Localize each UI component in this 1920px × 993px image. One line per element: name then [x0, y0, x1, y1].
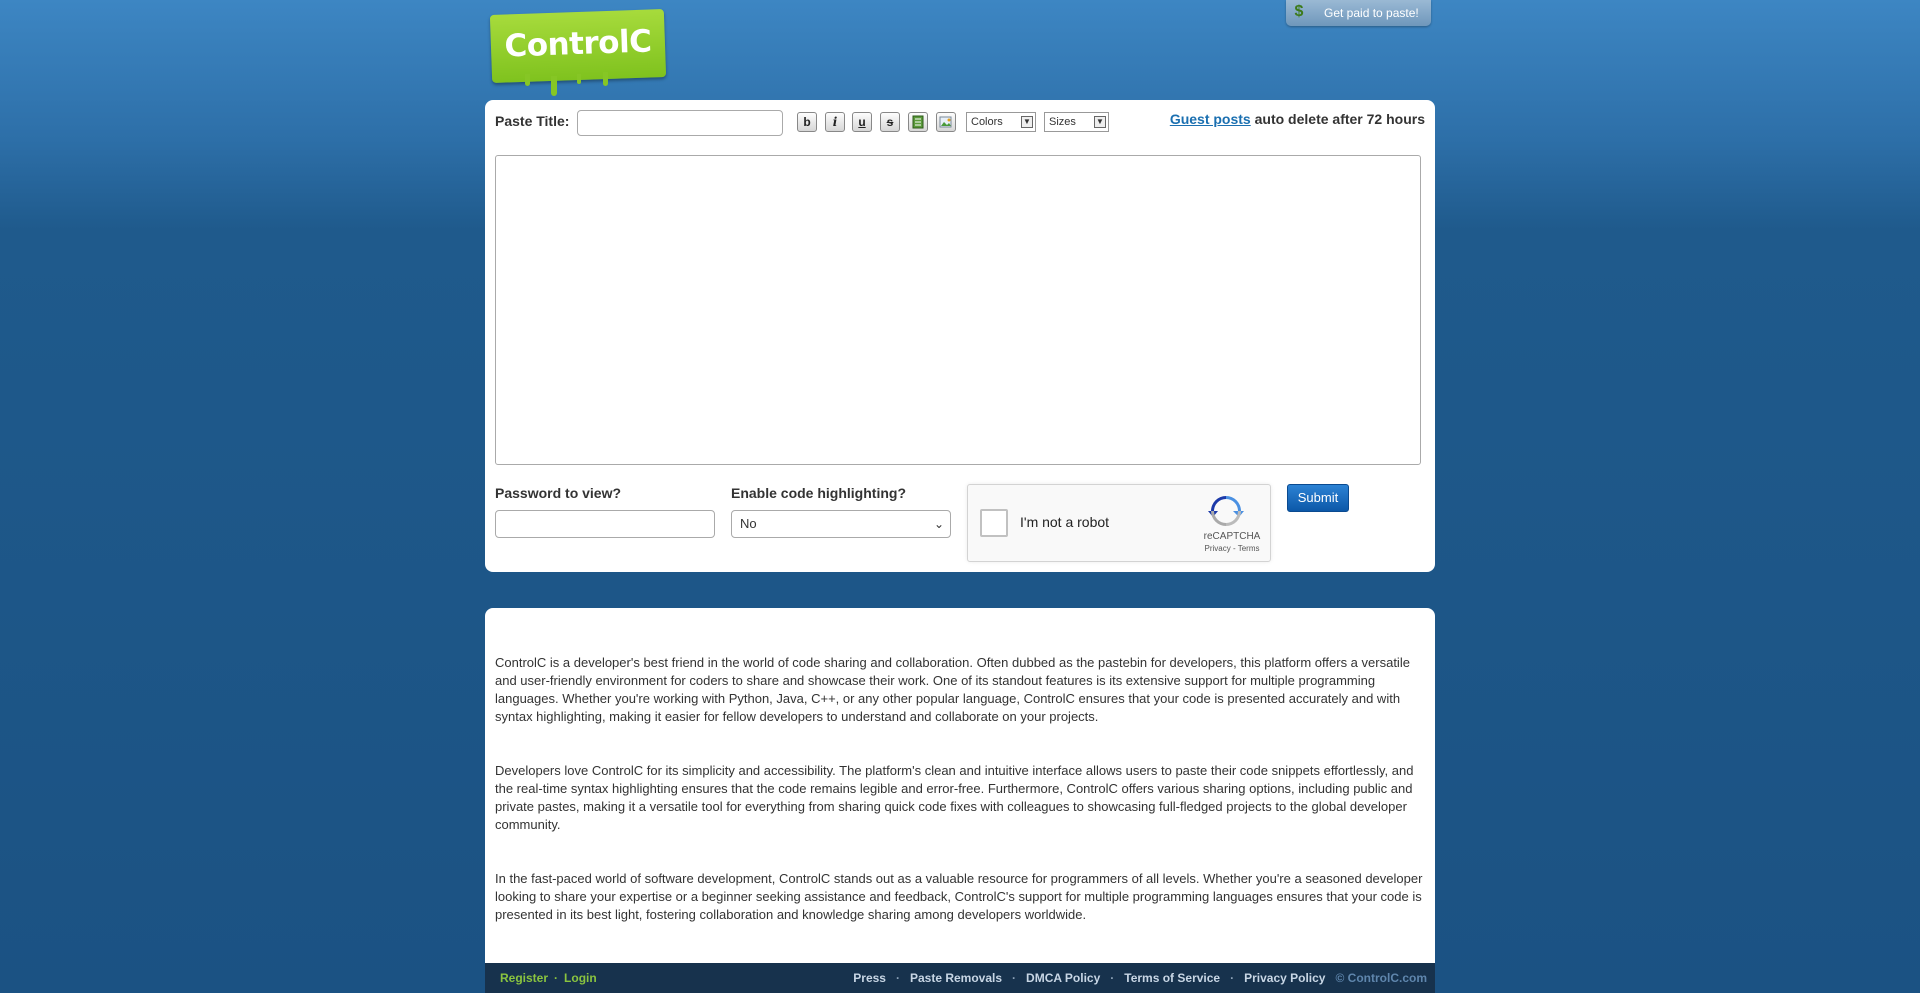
- chevron-down-icon: ⌄: [933, 517, 944, 531]
- sizes-dropdown-label: Sizes: [1049, 116, 1076, 128]
- highlight-selected-value: No: [740, 516, 757, 531]
- colors-dropdown[interactable]: [966, 112, 1036, 132]
- controlc-logo[interactable]: ControlC: [490, 9, 666, 83]
- get-paid-label: Get paid to paste!: [1324, 6, 1419, 20]
- dropdown-arrow-icon: ▼: [1021, 116, 1033, 128]
- footer-account-links: [500, 963, 597, 993]
- bold-button[interactable]: b: [797, 112, 817, 132]
- code-block-button[interactable]: [908, 112, 928, 132]
- dollar-icon: $: [1294, 3, 1304, 20]
- copyright-text: © ControlC.com: [1335, 971, 1427, 985]
- captcha-checkbox[interactable]: [980, 509, 1008, 537]
- logo-drip: [603, 72, 608, 86]
- underline-button[interactable]: u: [852, 112, 872, 132]
- dropdown-arrow-icon: ▼: [1094, 116, 1106, 128]
- logo-drip: [525, 74, 530, 86]
- colors-dropdown-label: Colors: [971, 116, 1003, 128]
- password-label: Password to view?: [495, 485, 622, 501]
- sizes-dropdown[interactable]: [1044, 112, 1109, 132]
- captcha-label: I'm not a robot: [1020, 514, 1110, 530]
- footer-separator: ·: [554, 971, 559, 985]
- footer-separator: ·: [1012, 971, 1017, 985]
- press-link[interactable]: Press: [853, 971, 886, 985]
- footer-separator: ·: [1110, 971, 1115, 985]
- code-block-icon: [912, 115, 924, 129]
- recaptcha-brand: reCAPTCHA: [1203, 531, 1261, 542]
- image-icon: [939, 115, 953, 129]
- logo-drip: [551, 76, 557, 96]
- logo-drip: [577, 74, 581, 84]
- highlight-select[interactable]: [731, 510, 951, 538]
- password-input[interactable]: [495, 510, 715, 538]
- terms-link[interactable]: Terms of Service: [1124, 971, 1221, 985]
- register-link[interactable]: Register: [500, 971, 549, 985]
- footer: [485, 963, 1435, 993]
- paste-form-panel: [485, 100, 1435, 572]
- guest-posts-link[interactable]: Guest posts: [1169, 111, 1251, 127]
- submit-button[interactable]: Submit: [1287, 484, 1349, 512]
- italic-button[interactable]: i: [825, 112, 845, 132]
- about-panel: [485, 608, 1435, 963]
- footer-separator: ·: [1230, 971, 1235, 985]
- about-paragraph: In the fast-paced world of software development, ControlC stands out as a valuable resource for programmers of all levels. Whether you're a seasoned developer looking to share your expertise or a beginner seeking assistance and feedback, ControlC's support for multiple programming languages ensures that your code is presented in its best light, fostering collaboration and knowledge sharing among developers worldwide.: [495, 871, 1423, 922]
- paste-textarea[interactable]: [495, 155, 1421, 465]
- highlight-label: Enable code highlighting?: [731, 485, 906, 501]
- guest-posts-notice: [1170, 111, 1425, 127]
- recaptcha-icon: [1208, 495, 1244, 527]
- guest-posts-text: auto delete after 72 hours: [1250, 111, 1425, 127]
- login-link[interactable]: Login: [564, 971, 597, 985]
- recaptcha-privacy-terms[interactable]: Privacy - Terms: [1204, 544, 1260, 553]
- insert-image-button[interactable]: [936, 112, 956, 132]
- paste-title-input[interactable]: [577, 110, 783, 136]
- strikethrough-button[interactable]: s: [880, 112, 900, 132]
- privacy-link[interactable]: Privacy Policy: [1244, 971, 1326, 985]
- footer-separator: ·: [895, 971, 900, 985]
- about-paragraph: ControlC is a developer's best friend in the world of code sharing and collaboration. Often dubbed as the pastebin for developers, this platform offers a versatile and user-friendly environment for coders to share and showcase their work. One of its standout features is its extensive support for multiple programming languages. Whether you're working with Python, Java, C++, or any other popular language, ControlC ensures that your code is presented accurately and with syntax highlighting, making it easier for fellow developers to understand and collaborate on your projects.: [495, 655, 1410, 724]
- about-text: [495, 654, 1425, 960]
- footer-policy-links: [853, 963, 1427, 993]
- about-paragraph: Developers love ControlC for its simplicity and accessibility. The platform's clean and intuitive interface allows users to paste their code snippets effortlessly, and the real-time syntax highlighting ensures that the code remains legible and error-free. Furthermore, ControlC offers various sharing options, including public and private pastes, making it a versatile tool for everything from sharing quick code fixes with colleagues to showcasing full-fledged projects to the global developer community.: [495, 763, 1414, 832]
- dmca-link[interactable]: DMCA Policy: [1026, 971, 1101, 985]
- recaptcha-widget: [967, 484, 1271, 562]
- get-paid-button[interactable]: [1286, 0, 1431, 26]
- paste-title-label: Paste Title:: [495, 113, 570, 129]
- paste-removals-link[interactable]: Paste Removals: [909, 971, 1003, 985]
